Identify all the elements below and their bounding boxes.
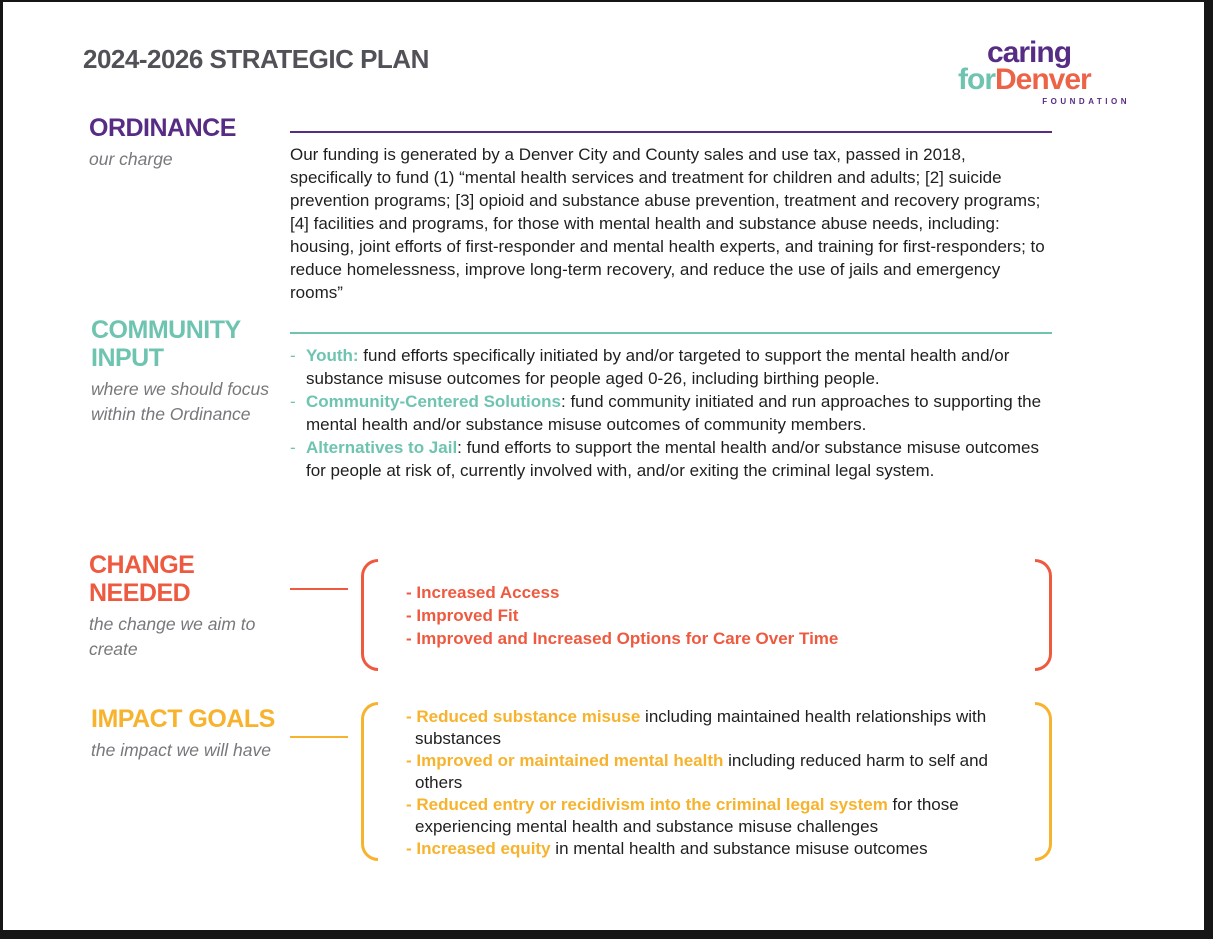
goal-rest: for those experiencing mental health and substance misuse challenges — [415, 795, 959, 836]
logo-foundation: FOUNDATION — [1042, 97, 1130, 106]
goal-rest: in mental health and substance misuse outcomes — [550, 839, 928, 858]
logo-caring: caring — [987, 36, 1072, 69]
open-bracket — [361, 559, 378, 671]
logo-for: for — [958, 63, 995, 96]
section-heading-change-needed: CHANGE NEEDED — [89, 551, 195, 607]
goal-rest: including reduced harm to self and others — [415, 751, 988, 792]
bullet-term: Alternatives to Jail — [306, 438, 458, 457]
list-item — [406, 706, 1029, 750]
section-content-community-input — [290, 332, 1052, 482]
open-bracket — [361, 702, 378, 861]
dash-bullet-icon: - — [290, 392, 296, 411]
page-title: 2024-2026 STRATEGIC PLAN — [83, 44, 429, 74]
section-heading-ordinance: ORDINANCE — [89, 114, 236, 142]
dash-bullet-icon: - — [290, 438, 296, 457]
list-item — [290, 390, 1052, 436]
list-item — [290, 436, 1052, 482]
goal-term: - Increased equity — [406, 839, 551, 858]
section-label-community-input — [91, 316, 283, 428]
list-item: - Increased Access — [406, 583, 560, 602]
close-bracket — [1035, 702, 1052, 861]
section-label-change-needed — [89, 551, 281, 663]
ordinance-divider-rule — [290, 131, 1052, 133]
connector-line — [290, 588, 348, 590]
goal-rest: including maintained health relationships with substances — [415, 707, 987, 748]
change-needed-items — [378, 559, 1035, 671]
list-item — [406, 838, 1029, 860]
section-subtitle-impact-goals: the impact we will have — [91, 740, 271, 760]
section-content-ordinance — [290, 131, 1052, 304]
close-bracket — [1035, 559, 1052, 671]
list-item — [406, 794, 1029, 838]
document-sheet — [3, 2, 1204, 930]
community-input-divider-rule — [290, 332, 1052, 334]
bullet-rest: : fund community initiated and run approaches to supporting the mental health and/or substance misuse outcomes of community members. — [306, 392, 1042, 434]
caring-for-denver-logo — [958, 38, 1130, 106]
goal-term: - Improved or maintained mental health — [406, 751, 724, 770]
bullet-term: Youth: — [306, 346, 359, 365]
community-input-bullet-list — [290, 344, 1052, 482]
logo-denver: Denver — [995, 63, 1091, 96]
section-heading-community-input: COMMUNITY INPUT — [91, 316, 241, 372]
section-content-impact-goals — [290, 702, 1052, 861]
ordinance-body-text: Our funding is generated by a Denver City and County sales and use tax, passed in 2018, specifically to fund (1) “mental health services and treatment for children and adults; [2] suicide prevention programs; [3] opioid and substance abuse prevention, treatment and recovery programs; [4] facilities and programs, for those with mental health and substance abuse needs, including: housing, joint efforts of first-responder and mental health experts, and training for first-responders; to reduce homelessness, improve long-term recovery, and reduce the use of jails and emergency rooms” — [290, 145, 1045, 302]
section-content-change-needed — [290, 559, 1052, 671]
bullet-text — [306, 436, 1052, 482]
list-item — [290, 344, 1052, 390]
bullet-term: Community-Centered Solutions — [306, 392, 562, 411]
section-label-impact-goals — [91, 705, 283, 763]
bullet-text — [306, 390, 1052, 436]
bullet-rest: : fund efforts to support the mental health and/or substance misuse outcomes for people at risk of, currently involved with, and/or exiting the criminal legal system. — [306, 438, 1039, 480]
connector-line — [290, 736, 348, 738]
list-item: - Improved Fit — [406, 606, 519, 625]
goal-term: - Reduced entry or recidivism into the criminal legal system — [406, 795, 888, 814]
dash-bullet-icon: - — [290, 346, 296, 365]
bullet-text — [306, 344, 1052, 390]
section-label-ordinance — [89, 114, 281, 172]
section-subtitle-change-needed: the change we aim to create — [89, 614, 256, 660]
impact-goals-items — [378, 702, 1035, 861]
section-heading-impact-goals: IMPACT GOALS — [91, 705, 275, 733]
logo-for-denver — [958, 65, 1130, 95]
section-subtitle-ordinance: our charge — [89, 149, 173, 169]
list-item — [406, 750, 1029, 794]
goal-term: - Reduced substance misuse — [406, 707, 641, 726]
bullet-rest: fund efforts specifically initiated by and/or targeted to support the mental health and/or substance misuse outcomes for people aged 0-26, including birthing people. — [306, 346, 1010, 388]
section-subtitle-community-input: where we should focus within the Ordinance — [91, 379, 270, 425]
list-item: - Improved and Increased Options for Care Over Time — [406, 629, 839, 648]
